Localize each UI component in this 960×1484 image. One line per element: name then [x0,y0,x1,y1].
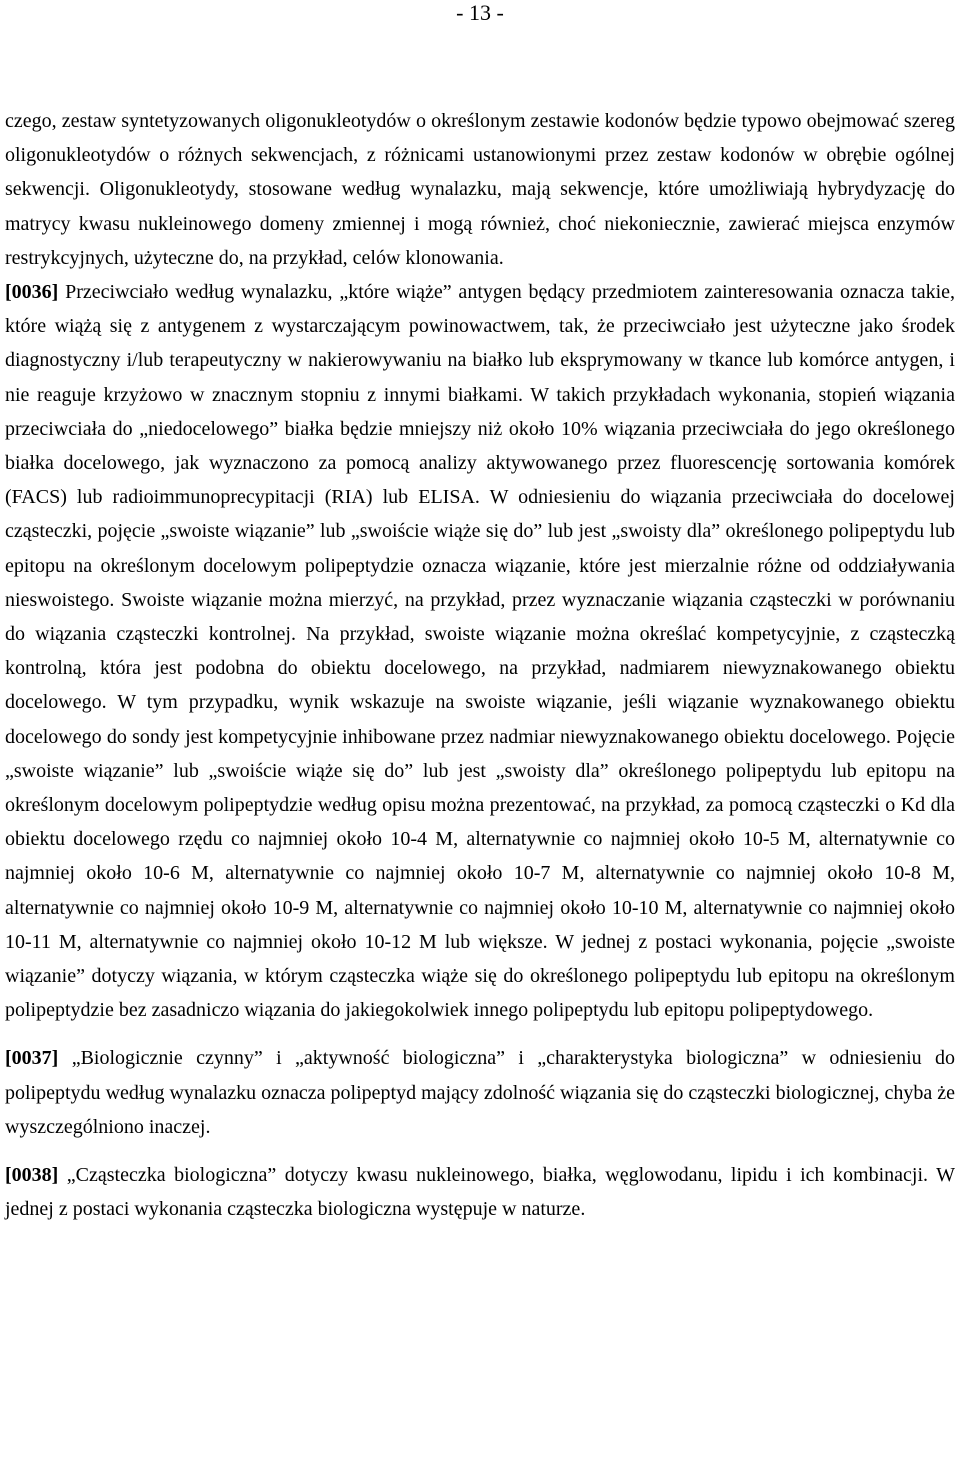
paragraph-number: [0037] [5,1047,59,1070]
document-body [5,104,955,1227]
paragraph-continuation [5,104,955,275]
paragraph-0038 [5,1158,955,1226]
paragraph-number: [0038] [5,1164,59,1187]
paragraph-0037 [5,1041,955,1144]
paragraph-text: Przeciwciało według wynalazku, „które wiąże” antygen będący przedmiotem zainteresowania oznacza takie, które wiążą się z antygenem z wystarczającym powinowactwem, tak, że przeciwciało jest użyteczne jako środek diagnostyczny i/lub terapeutyczny w nakierowywaniu na białko lub eksprymowany w tkance lub komórce antygen, i nie reaguje krzyżowo w znacznym stopniu z innymi białkami. W takich przykładach wykonania, stopień wiązania przeciwciała do „niedocelowego” białka będzie mniejszy niż około 10% wiązania przeciwciała do jego określonego białka docelowego, jak wyznaczono za pomocą analizy aktywowanego przez fluorescencję sortowania komórek (FACS) lub radioimmunoprecypitacji (RIA) lub ELISA. W odniesieniu do wiązania przeciwciała do docelowej cząsteczki, pojęcie „swoiste wiązanie” lub „swoiście wiąże się do” lub jest „swoisty dla” określonego polipeptydu lub epitopu na określonym docelowym polipeptydzie oznacza wiązanie, które jest mierzalnie różne od oddziaływania nieswoistego. Swoiste wiązanie można mierzyć, na przykład, przez wyznaczanie wiązania cząsteczki w porównaniu do wiązania cząsteczki kontrolnej. Na przykład, swoiste wiązanie można określać kompetycyjnie, z cząsteczką kontrolną, która jest podobna do obiektu docelowego, na przykład, nadmiarem niewyznakowanego obiektu docelowego. W tym przypadku, wynik wskazuje na swoiste wiązanie, jeśli wiązanie wyznakowanego obiektu docelowego do sondy jest kompetycyjnie inhibowane przez nadmiar niewyznakowanego obiektu docelowego. Pojęcie „swoiste wiązanie” lub „swoiście wiąże się do” lub jest „swoisty dla” określonego polipeptydu lub epitopu na określonym docelowym polipeptydzie według opisu można prezentować, na przykład, za pomocą cząsteczki o Kd dla obiektu docelowego rzędu co najmniej około 10-4 M, alternatywnie co najmniej około 10-5 M, alternatywnie co najmniej około 10-6 M, alternatywnie co najmniej około 10-7 M, alternatywnie co najmniej około 10-8 M, alternatywnie co najmniej około 10-9 M, alternatywnie co najmniej około 10-10 M, alternatywnie co najmniej około 10-11 M, alternatywnie co najmniej około 10-12 M lub większe. W jednej z postaci wykonania, pojęcie „swoiste wiązanie” dotyczy wiązania, w którym cząsteczka wiąże się do określonego polipeptydu lub epitopu na określonym polipeptydzie bez zasadniczo wiązania do jakiegokolwiek innego polipeptydu lub epitopu polipeptydowego. [5,281,955,1022]
paragraph-text: „Biologicznie czynny” i „aktywność biologiczna” i „charakterystyka biologiczna” w odniesieniu do polipeptydu według wynalazku oznacza polipeptyd mający zdolność wiązania się do cząsteczki biologicznej, chyba że wyszczególniono inaczej. [5,1047,955,1138]
paragraph-0036 [5,275,955,1027]
paragraph-text: „Cząsteczka biologiczna” dotyczy kwasu nukleinowego, białka, węglowodanu, lipidu i ich kombinacji. W jednej z postaci wykonania cząsteczka biologiczna występuje w naturze. [5,1164,955,1221]
page-number: - 13 - [456,0,504,25]
paragraph-text: czego, zestaw syntetyzowanych oligonukleotydów o określonym zestawie kodonów będzie typowo obejmować szereg oligonukleotydów o różnych sekwencjach, z różnicami ustanowionymi przez zestaw kodonów w obrębie ogólnej sekwencji. Oligonukleotydy, stosowane według wynalazku, mają sekwencje, które umożliwiają hybrydyzację do matrycy kwasu nukleinowego domeny zmiennej i mogą również, choć niekoniecznie, zawierać miejsca enzymów restrykcyjnych, użyteczne do, na przykład, celów klonowania. [5,110,955,269]
paragraph-number: [0036] [5,281,59,304]
